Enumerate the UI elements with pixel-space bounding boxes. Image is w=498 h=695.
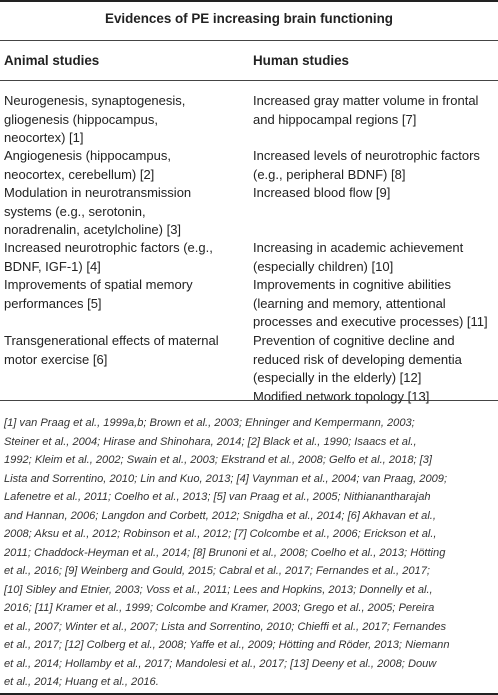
column-header-animal: Animal studies bbox=[4, 53, 100, 68]
cell-line: Increased neurotrophic factors (e.g., bbox=[4, 240, 213, 255]
reference-line: Lista and Sorrentino, 2010; Lin and Kuo, 2013; [4] Vaynman et al., 2004; van Praag, 2009; bbox=[4, 472, 448, 485]
table-cell-animal bbox=[4, 147, 171, 184]
reference-line: 2011; Chaddock-Heyman et al., 2014; [8] Brunoni et al., 2008; Coelho et al., 2013; Hötting bbox=[4, 546, 446, 559]
header-rule bbox=[0, 80, 498, 81]
cell-line: performances [5] bbox=[4, 295, 102, 311]
reference-line: [10] Sibley and Etnier, 2003; Voss et al., 2011; Lees and Hopkins, 2013; Donnelly et al., bbox=[4, 583, 433, 596]
cell-line: Modulation in neurotransmission bbox=[4, 185, 192, 200]
table-cell-human bbox=[253, 92, 478, 129]
table-cell-human bbox=[253, 239, 463, 276]
cell-line: Angiogenesis (hippocampus, bbox=[4, 148, 171, 163]
cell-line: neocortex, cerebellum) [2] bbox=[4, 166, 155, 182]
column-header-human: Human studies bbox=[253, 53, 349, 68]
cell-line: and hippocampal regions [7] bbox=[253, 111, 417, 127]
table-cell-human bbox=[253, 147, 480, 184]
cell-line: (e.g., peripheral BDNF) [8] bbox=[253, 166, 406, 182]
cell-line: Modified network topology [13] bbox=[253, 388, 430, 404]
cell-line: Neurogenesis, synaptogenesis, bbox=[4, 93, 186, 108]
table-cell-human bbox=[253, 332, 462, 406]
cell-line: Transgenerational effects of maternal bbox=[4, 333, 219, 348]
reference-line: 1992; Kleim et al., 2002; Swain et al., 2003; Ekstrand et al., 2008; Gelfo et al., 2018; [3] bbox=[4, 454, 432, 466]
cell-line: systems (e.g., serotonin, bbox=[4, 203, 146, 219]
reference-line: et al., 2016; [9] Weinberg and Gould, 2015; Cabral et al., 2017; Fernandes et al., 2017; bbox=[4, 565, 430, 577]
reference-line: and Hannan, 2006; Langdon and Corbett, 2012; Snigdha et al., 2014; [6] Akhavan et al., bbox=[4, 509, 436, 522]
reference-line: et al., 2014; Hollamby et al., 2017; Mandolesi et al., 2017; [13] Deeny et al., 2008; Douw bbox=[4, 657, 437, 670]
cell-line: Increasing in academic achievement bbox=[253, 240, 464, 255]
cell-line: (especially in the elderly) [12] bbox=[253, 370, 422, 385]
reference-line: [1] van Praag et al., 1999a,b; Brown et al., 2003; Ehninger and Kempermann, 2003; bbox=[4, 417, 415, 429]
cell-line: reduced risk of developing dementia bbox=[253, 351, 462, 367]
reference-line: et al., 2014; Huang et al., 2016. bbox=[4, 676, 159, 688]
body-rule bbox=[0, 400, 498, 401]
reference-line: et al., 2007; Winter et al., 2007; Lista and Sorrentino, 2010; Chieffi et al., 2017; Fernandes bbox=[4, 620, 447, 633]
table-cell-animal bbox=[4, 239, 213, 276]
cell-line: (learning and memory, attentional bbox=[253, 295, 446, 311]
cell-line: motor exercise [6] bbox=[4, 351, 108, 367]
references-footnote bbox=[4, 414, 450, 692]
cell-line: noradrenalin, acetylcholine) [3] bbox=[4, 222, 182, 237]
reference-line: 2016; [11] Kramer et al., 1999; Colcombe and Kramer, 2003; Grego et al., 2005; Pereira bbox=[4, 602, 435, 614]
reference-line: 2008; Aksu et al., 2012; Robinson et al., 2012; [7] Colcombe et al., 2006; Erickson et al., bbox=[4, 528, 437, 540]
table-cell-animal bbox=[4, 332, 219, 369]
cell-line: Improvements in cognitive abilities bbox=[253, 277, 451, 292]
cell-line: Prevention of cognitive decline and bbox=[253, 333, 455, 348]
cell-line: (especially children) [10] bbox=[253, 258, 394, 274]
title-rule bbox=[0, 40, 498, 41]
table-title: Evidences of PE increasing brain functioning bbox=[105, 11, 393, 26]
table-cell-animal bbox=[4, 276, 193, 313]
table-cell-animal bbox=[4, 184, 191, 240]
cell-line: neocortex) [1] bbox=[4, 130, 84, 145]
table-cell-animal bbox=[4, 92, 185, 148]
cell-line: processes and executive processes) [11] bbox=[253, 314, 488, 329]
cell-line: gliogenesis (hippocampus, bbox=[4, 111, 158, 127]
reference-line: et al., 2017; [12] Colberg et al., 2008; Yaffe et al., 2009; Hötting and Röder, 2013; Niemann bbox=[4, 639, 450, 651]
cell-line: Increased levels of neurotrophic factors bbox=[253, 148, 480, 163]
reference-line: Lafenetre et al., 2011; Coelho et al., 2013; [5] van Praag et al., 2005; Nithianantharajah bbox=[4, 491, 431, 503]
cell-line: BDNF, IGF-1) [4] bbox=[4, 258, 101, 274]
table-cell-human bbox=[253, 184, 390, 203]
table-cell-human bbox=[253, 276, 488, 332]
cell-line: Increased blood flow [9] bbox=[253, 185, 391, 200]
cell-line: Increased gray matter volume in frontal bbox=[253, 93, 479, 108]
reference-line: Steiner et al., 2004; Hirase and Shinohara, 2014; [2] Black et al., 1990; Isaacs et al., bbox=[4, 435, 417, 448]
top-rule bbox=[0, 0, 498, 2]
cell-line: Improvements of spatial memory bbox=[4, 277, 193, 292]
